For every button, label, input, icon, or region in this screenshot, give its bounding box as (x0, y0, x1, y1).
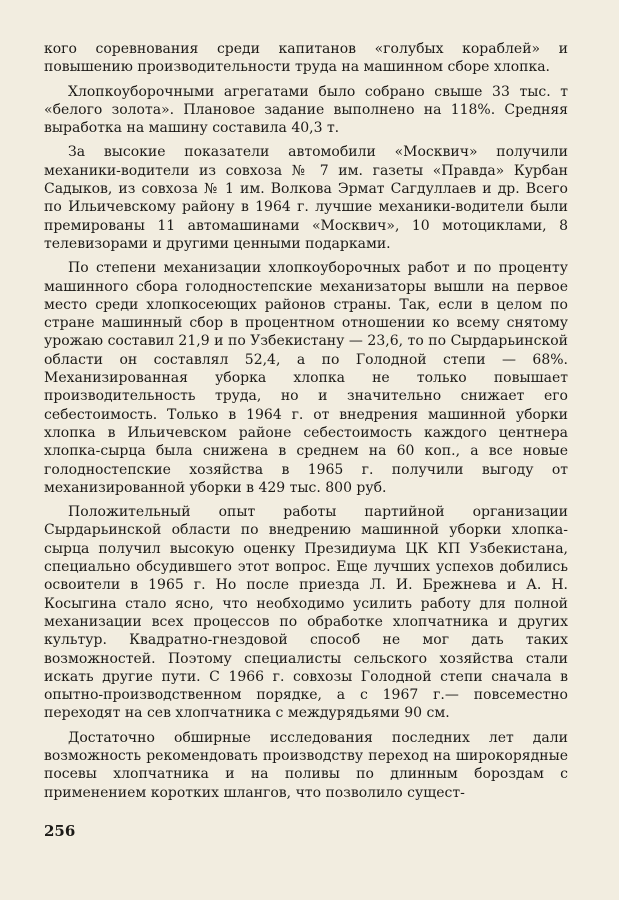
paragraph-5: Положительный опыт работы партийной организации Сырдарьинской области по внедрению машинной уборки хлопка-сырца получил высокую оценку Президиума ЦК КП Узбекистана, специально обсудившего этот вопрос. Еще лучших успехов добились освоители в 1965 г. Но после приезда Л. И. Брежнева и А. Н. Косыгина стало ясно, что необходимо усилить работу для полной механизации всех процессов по обработке хлопчатника и других культур. Квадратно-гнездовой способ не мог дать таких возможностей. Поэтому специалисты сельского хозяйства стали искать другие пути. С 1966 г. совхозы Голодной степи сначала в опытно-производственном порядке, а с 1967 г.— повсеместно переходят на сев хлопчатника с междурядьями 90 см. (44, 504, 568, 722)
paragraph-4: По степени механизации хлопкоуборочных работ и по проценту машинного сбора голодностепские механизаторы вышли на первое место среди хлопкосеющих районов страны. Так, если в целом по стране машинный сбор в процентном отношении ко всему снятому урожаю составил 21,9 и по Узбекистану — 23,6, то по Сырдарьинской области он составлял 52,4, а по Голодной степи — 68%. Механизированная уборка хлопка не только повышает производительность труда, но и значительно снижает его себестоимость. Только в 1964 г. от внедрения машинной уборки хлопка в Ильичевском районе себестоимость каждого центнера хлопка-сырца была снижена в среднем на 60 коп., а все новые голодностепские хозяйства в 1965 г. получили выгоду от механизированной уборки в 429 тыс. 800 руб. (44, 260, 568, 496)
paragraph-1: кого соревнования среди капитанов «голубых кораблей» и повышению производительности труда на машинном сборе хлопка. (44, 41, 568, 76)
paragraph-3: За высокие показатели автомобили «Москвич» получили механики-водители из совхоза № 7 им. газеты «Правда» Курбан Садыков, из совхоза № 1 им. Волкова Эрмат Сагдуллаев и др. Всего по Ильичевскому району в 1964 г. лучшие механики-водители были премированы 11 автомашинами «Москвич», 10 мотоциклами, 8 телевизорами и другими ценными подарками. (44, 144, 568, 252)
page-body (44, 40, 568, 808)
paragraph-2: Хлопкоуборочными агрегатами было собрано свыше 33 тыс. т «белого золота». Плановое задание выполнено на 118%. Средняя выработка на машину составила 40,3 т. (44, 83, 568, 137)
paragraph-6: Достаточно обширные исследования последних лет дали возможность рекомендовать производству переход на широкорядные посевы хлопчатника и на поливы по длинным бороздам с применением коротких шлангов, что позволило сущест- (44, 729, 568, 801)
page-number: 256 (44, 822, 76, 840)
